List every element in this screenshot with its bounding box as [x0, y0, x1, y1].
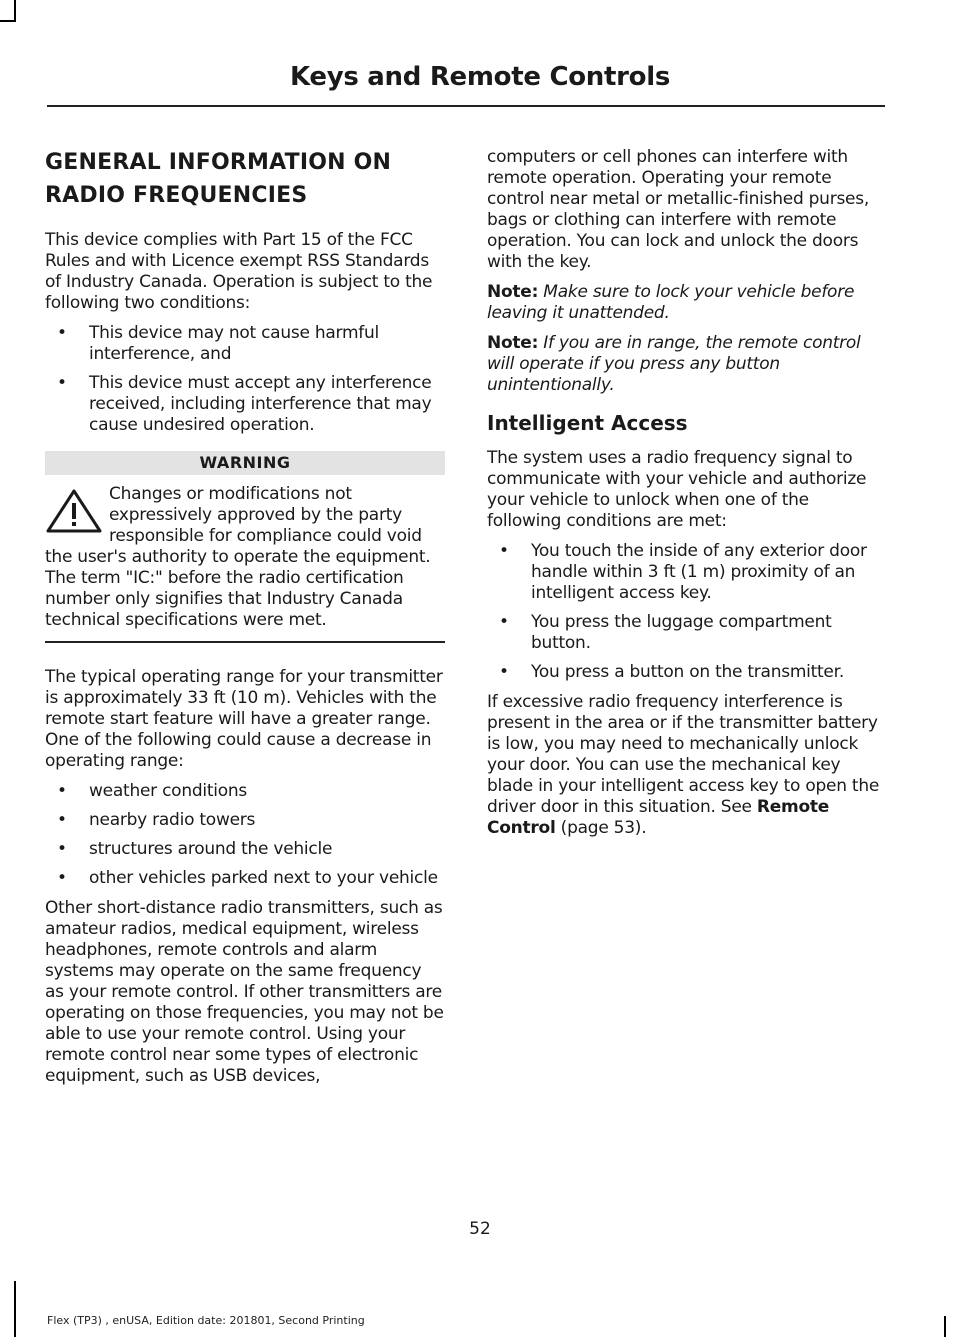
intelligent-access-paragraph: The system uses a radio frequency signal to communicate with your vehicle and authorize your vehicle to unlock when one of the following conditions are met:	[487, 448, 867, 531]
interference-paragraph-continued: computers or cell phones can interfere with remote operation. Operating your remote control near metal or metallic-finished purses, bags or clothing can interfere with remote operation. You can lock and unlock the doors with the key.	[487, 147, 870, 272]
crop-mark-bottom-right-v	[944, 1316, 946, 1337]
note-label: Note:	[487, 282, 539, 302]
page-reference: (page 53).	[555, 818, 647, 838]
list-item: • nearby radio towers	[45, 810, 445, 831]
intro-paragraph: This device complies with Part 15 of the FCC Rules and with Licence exempt RSS Standards of Industry Canada. Operation is subject to the following two conditions:	[45, 230, 433, 313]
crop-mark-top-left-h	[0, 20, 16, 22]
list-item: • other vehicles parked next to your vehicle	[45, 868, 445, 889]
note-text: Make sure to lock your vehicle before leaving it unattended.	[487, 282, 855, 323]
interference-paragraph: Other short-distance radio transmitters, such as amateur radios, medical equipment, wireless headphones, remote controls and alarm systems may operate on the same frequency as your remote control. If other transmitters are operating on those frequencies, you may not be able to use your remote control. Using your remote control near some types of electronic equipment, such as USB devices,	[45, 898, 444, 1086]
unlock-conditions-list	[487, 541, 883, 683]
section-heading	[45, 146, 445, 212]
list-item: • You touch the inside of any exterior door handle within 3 ft (1 m) proximity of an intelligent access key.	[487, 541, 883, 604]
list-item: • structures around the vehicle	[45, 839, 445, 860]
section-heading-line-1: GENERAL INFORMATION ON	[45, 150, 392, 175]
range-paragraph: The typical operating range for your transmitter is approximately 33 ft (10 m). Vehicles with the remote start feature will have a greater range. One of the following could cause a decrease in operating range:	[45, 667, 443, 771]
mechanical-unlock-paragraph	[487, 692, 883, 839]
list-item: • You press the luggage compartment button.	[487, 612, 883, 654]
subsection-heading: Intelligent Access	[487, 411, 688, 435]
warning-text: Changes or modifications not expressively approved by the party responsible for compliance could void the user's authority to operate the equipment. The term "IC:" before the radio certification number only signifies that Industry Canada technical specifications were met.	[45, 484, 431, 630]
warning-triangle-icon	[45, 488, 103, 534]
crop-mark-top-left-v	[14, 0, 16, 22]
right-column	[487, 147, 883, 848]
page-number: 52	[469, 1219, 491, 1239]
crop-mark-bottom-left-v	[14, 1281, 16, 1337]
page-footer: Flex (TP3) , enUSA, Edition date: 201801, Second Printing	[47, 1314, 365, 1327]
note-label: Note:	[487, 333, 539, 353]
section-heading-line-2: RADIO FREQUENCIES	[45, 183, 308, 208]
page-header-title: Keys and Remote Controls	[290, 62, 670, 92]
note-lock	[487, 282, 883, 324]
warning-divider	[45, 641, 445, 643]
list-item: • weather conditions	[45, 781, 445, 802]
conditions-list	[45, 323, 445, 436]
header-divider	[47, 105, 885, 107]
paragraph-text: If excessive radio frequency interference is present in the area or if the transmitter battery is low, you may need to mechanically unlock your door. You can use the mechanical key blade in your intelligent access key to open the driver door in this situation. See	[487, 692, 880, 817]
list-item: • This device must accept any interference received, including interference that may cause undesired operation.	[45, 373, 445, 436]
note-range	[487, 333, 883, 396]
warning-header: WARNING	[45, 451, 445, 475]
left-column	[45, 146, 445, 1096]
remote-control-reference-link[interactable]: Remote Control	[487, 797, 830, 838]
note-text: If you are in range, the remote control will operate if you press any button unintentionally.	[487, 333, 861, 395]
warning-box	[45, 484, 445, 631]
range-factors-list	[45, 781, 445, 889]
list-item: • This device may not cause harmful interference, and	[45, 323, 445, 365]
list-item: • You press a button on the transmitter.	[487, 662, 883, 683]
